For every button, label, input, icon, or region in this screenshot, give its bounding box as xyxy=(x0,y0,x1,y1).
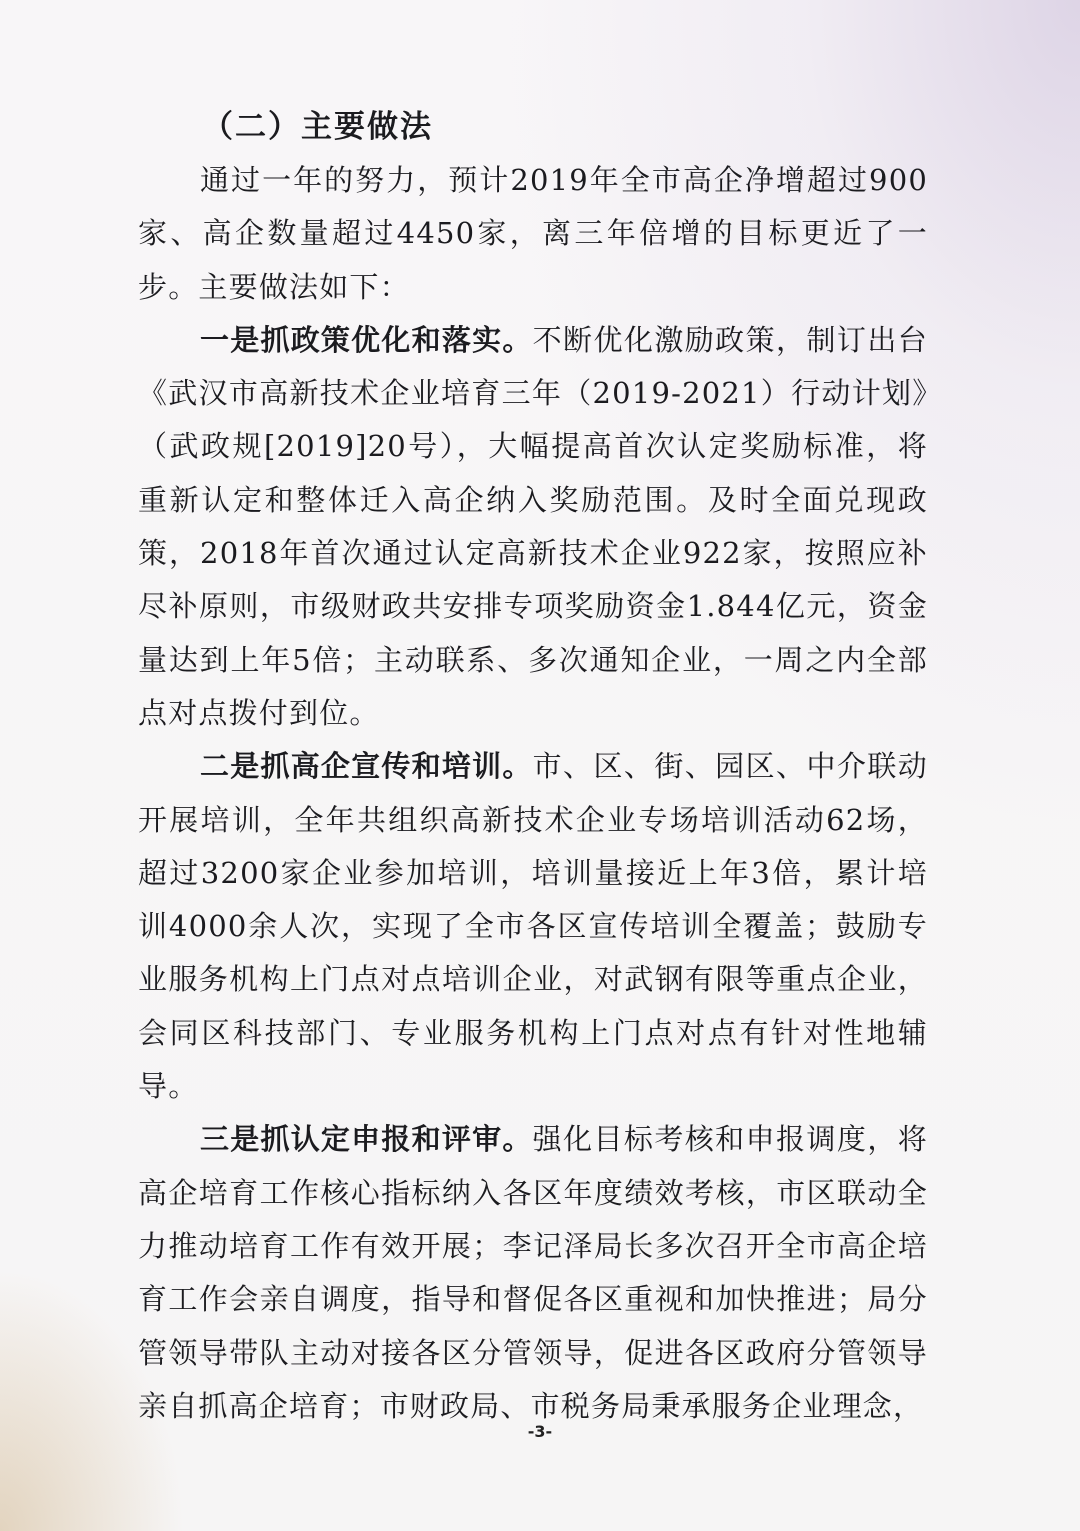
paragraph-review-lead: 三是抓认定申报和评审。 xyxy=(200,1122,533,1157)
page-number: -3- xyxy=(527,1422,553,1441)
paragraph-policy-body: 不断优化激励政策，制订出台《武汉市高新技术企业培育三年（2019-2021）行动计划》（武政规[2019]20号），大幅提高首次认定奖励标准，将重新认定和整体迁入高企纳入奖励范围。及时全面兑现政策，2018年首次通过认定高新技术企业922家，按照应补尽补原则，市级财政共安排专项奖励资金1.844亿元，资金量达到上年5倍；主动联系、多次通知企业，一周之内全部点对点拨付到位。 xyxy=(138,322,928,730)
paragraph-review xyxy=(138,1113,928,1433)
paragraph-policy-lead: 一是抓政策优化和落实。 xyxy=(200,322,533,357)
paragraph-policy xyxy=(138,314,928,740)
intro-paragraph: 通过一年的努力，预计2019年全市高企净增超过900家、高企数量超过4450家，离三年倍增的目标更近了一步。主要做法如下： xyxy=(138,163,928,304)
paragraph-training-body: 市、区、街、园区、中介联动开展培训，全年共组织高新技术企业专场培训活动62场，超过3200家企业参加培训，培训量接近上年3倍，累计培训4000余人次，实现了全市各区宣传培训全覆盖；鼓励专业服务机构上门点对点培训企业，对武钢有限等重点企业，会同区科技部门、专业服务机构上门点对点有针对性地辅导。 xyxy=(138,749,928,1104)
paragraph-review-body: 强化目标考核和申报调度，将高企培育工作核心指标纳入各区年度绩效考核，市区联动全力推动培育工作有效开展；李记泽局长多次召开全市高企培育工作会亲自调度，指导和督促各区重视和加快推进；局分管领导带队主动对接各区分管领导，促进各区政府分管领导亲自抓高企培育；市财政局、市税务局秉承服务企业理念， xyxy=(138,1122,928,1423)
section-heading: （二）主要做法 xyxy=(202,109,433,145)
paragraph-training-lead: 二是抓高企宣传和培训。 xyxy=(200,749,533,784)
paragraph-training xyxy=(138,740,928,1113)
document-body xyxy=(138,100,928,1433)
